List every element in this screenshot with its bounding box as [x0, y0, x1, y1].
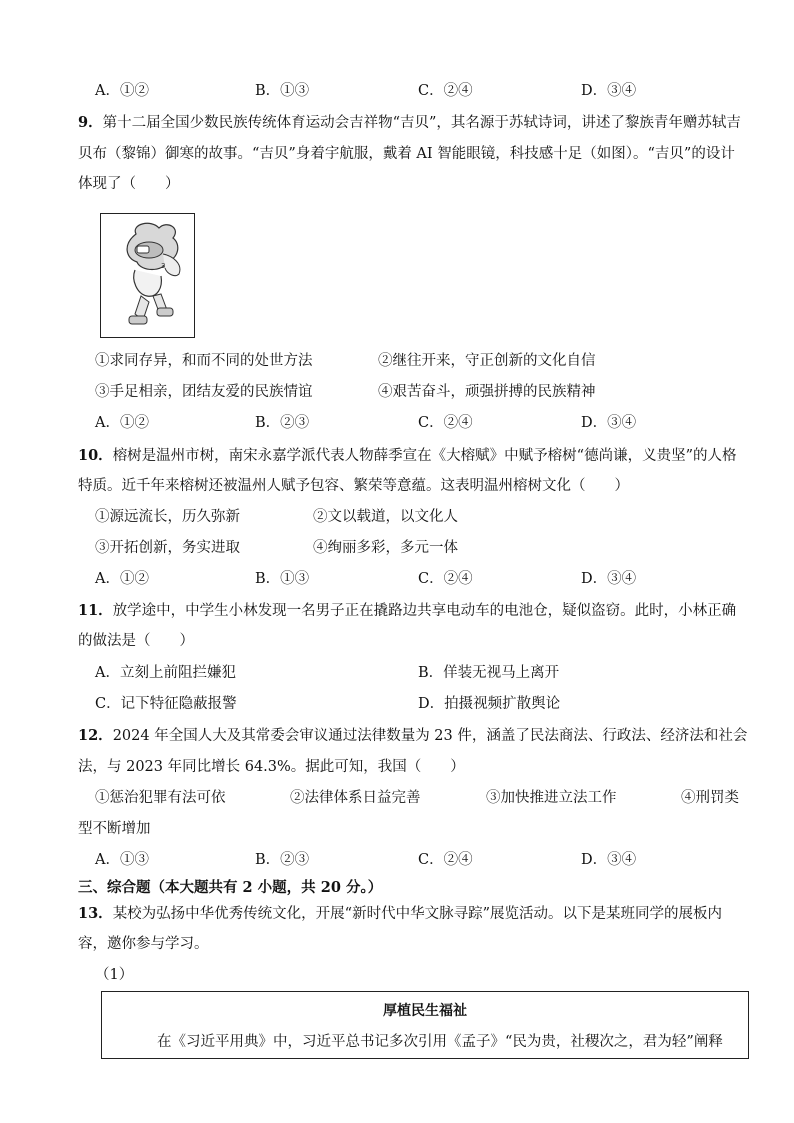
q12-item-3: ③加快推进立法工作: [486, 790, 617, 806]
q12-line-1: [78, 726, 747, 746]
q8-choice-d: D．③④: [581, 83, 637, 99]
q12-item-4: ④刑罚类: [681, 790, 739, 806]
q9-item-2: ②继往开来，守正创新的文化自信: [378, 353, 596, 369]
q11-choice-b: B．佯装无视马上离开: [418, 665, 560, 681]
mascot-icon: [101, 214, 194, 337]
q13-line-1: [78, 904, 722, 924]
q10-line-1: [78, 446, 737, 466]
q9-number: 9．: [78, 114, 103, 131]
q9-choice-d: D．③④: [581, 415, 637, 431]
q12-text-1: 2024 年全国人大及其常委会审议通过法律数量为 23 件，涵盖了民法商法、行政法、经济法和社会: [112, 728, 748, 744]
q11-line-1: [78, 601, 736, 621]
q13-subpart-1: （1）: [95, 967, 134, 983]
q12-choice-b: B．②③: [255, 852, 310, 868]
q10-number: 10．: [78, 447, 113, 464]
q8-choice-b: B．①③: [255, 83, 310, 99]
q12-item-4-wrap: 型不断增加: [78, 821, 151, 837]
display-board-title: 厚植民生福祉: [383, 1003, 467, 1019]
svg-text:3: 3: [161, 262, 166, 270]
q11-number: 11．: [78, 602, 113, 619]
q12-item-2: ②法律体系日益完善: [290, 790, 421, 806]
q9-choice-b: B．②③: [255, 415, 310, 431]
q9-choice-a: A．①②: [95, 415, 149, 431]
q10-item-1: ①源远流长，历久弥新: [95, 509, 240, 525]
q12-number: 12．: [78, 727, 113, 744]
q9-item-3: ③手足相亲，团结友爱的民族情谊: [95, 384, 313, 400]
q12-choice-d: D．③④: [581, 852, 637, 868]
q12-choice-a: A．①③: [95, 852, 149, 868]
q11-choice-d: D．拍摄视频扩散舆论: [418, 696, 561, 712]
q12-line-2: 法，与 2023 年同比增长 64.3%。据此可知，我国（ ）: [78, 759, 465, 775]
q13-text-1: 某校为弘扬中华优秀传统文化，开展“新时代中华文脉寻踪”展览活动。以下是某班同学的展板内: [112, 906, 723, 922]
q8-choice-a: A．①②: [95, 83, 149, 99]
q13-line-2: 容，邀你参与学习。: [78, 936, 209, 952]
mascot-figure: [100, 213, 195, 338]
q11-text-1: 放学途中，中学生小林发现一名男子正在撬路边共享电动车的电池仓，疑似盗窃。此时，小林正确: [112, 603, 737, 619]
q10-choice-c: C．②④: [418, 571, 473, 587]
q12-item-1: ①惩治犯罪有法可依: [95, 790, 226, 806]
q13-number: 13．: [78, 905, 113, 922]
display-board: [101, 991, 749, 1059]
q10-choice-d: D．③④: [581, 571, 637, 587]
q10-line-2: 特质。近千年来榕树还被温州人赋予包容、繁荣等意蕴。这表明温州榕树文化（ ）: [78, 478, 629, 494]
q10-text-1: 榕树是温州市树，南宋永嘉学派代表人物薛季宣在《大榕赋》中赋予榕树“德尚谦，义贵坚”的人格: [112, 448, 737, 464]
q9-line-1: [78, 113, 741, 133]
q10-choice-a: A．①②: [95, 571, 149, 587]
q9-choice-c: C．②④: [418, 415, 473, 431]
display-board-text: 在《习近平用典》中，习近平总书记多次引用《孟子》“民为贵，社稷次之，君为轻”阐释: [157, 1034, 723, 1050]
q8-choice-c: C．②④: [418, 83, 473, 99]
q10-choice-b: B．①③: [255, 571, 310, 587]
q12-choice-c: C．②④: [418, 852, 473, 868]
q9-text-1: 第十二届全国少数民族传统体育运动会吉祥物“吉贝”，其名源于苏轼诗词，讲述了黎族青年赠苏轼吉: [102, 115, 741, 131]
q9-line-3: 体现了（ ）: [78, 176, 180, 192]
q11-choice-a: A．立刻上前阻拦嫌犯: [95, 665, 236, 681]
q9-item-4: ④艰苦奋斗，顽强拼搏的民族精神: [378, 384, 596, 400]
section-3-heading: 三、综合题（本大题共有 2 小题，共 20 分。）: [78, 879, 383, 896]
q10-item-4: ④绚丽多彩，多元一体: [313, 540, 458, 556]
q9-line-2: 贝布（黎锦）御寒的故事。“吉贝”身着宇航服，戴着 AI 智能眼镜，科技感十足（如图）。“吉贝”的设计: [78, 146, 735, 162]
q9-item-1: ①求同存异，和而不同的处世方法: [95, 353, 313, 369]
q10-item-2: ②文以载道，以文化人: [313, 509, 458, 525]
q11-line-2: 的做法是（ ）: [78, 633, 194, 649]
q10-item-3: ③开拓创新，务实进取: [95, 540, 240, 556]
q11-choice-c: C．记下特征隐蔽报警: [95, 696, 237, 712]
